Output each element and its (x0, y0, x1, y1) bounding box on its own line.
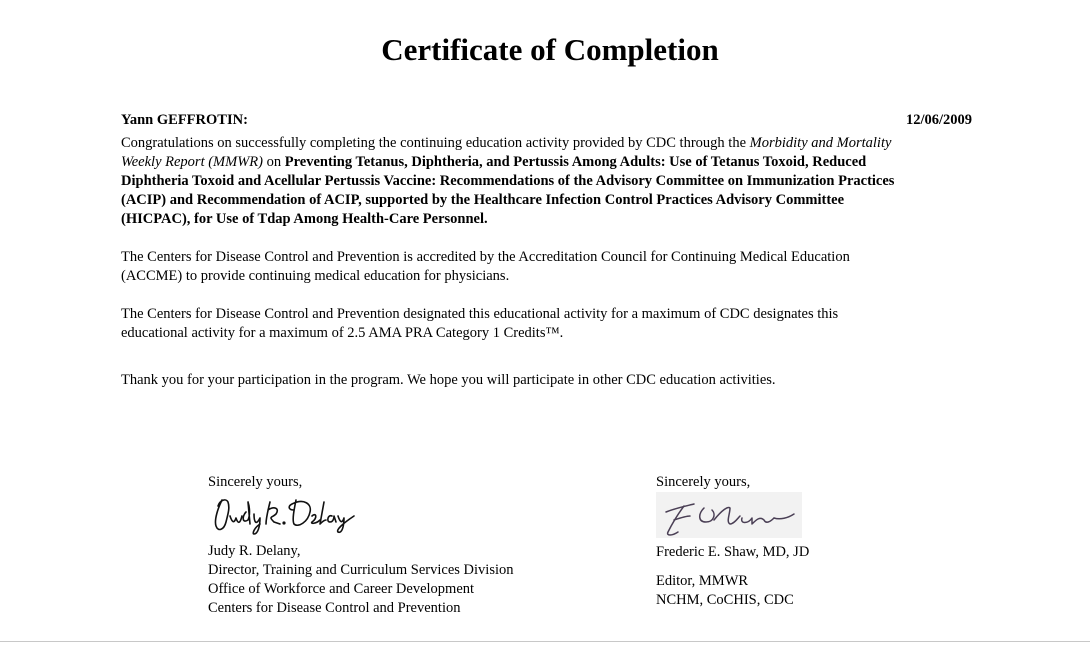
credits-paragraph: The Centers for Disease Control and Prevention designated this educational activity for a maximum of CDC designates this educational activity for a maximum of 2.5 AMA PRA Category 1 Credits™. (121, 306, 839, 341)
course-title: Preventing Tetanus, Diphtheria, and Pertussis Among Adults: Use of Tetanus Toxoid, Reduced Diphtheria Toxoid and Acellular Pertussis Vaccine: Recommendations of the Advisory Committee on Immunization Practices (ACIP) and Recommendation of ACIP, supported by the Healthcare Infection Control Practices Advisory Committee (HICPAC), for Use of Tdap Among Health-Care Personnel. (121, 154, 895, 227)
left-signature-block (208, 473, 568, 618)
connector-text: on (262, 154, 285, 170)
left-closing: Sincerely yours, (208, 474, 303, 490)
congratulations-paragraph (121, 134, 896, 229)
right-signatory-name: Frederic E. Shaw, MD, JD (656, 544, 810, 560)
left-title-line-1: Director, Training and Curriculum Services Division (208, 562, 514, 578)
right-signature-icon (656, 492, 802, 538)
certificate-title: Certificate of Completion (381, 32, 719, 67)
left-signature-icon (208, 494, 358, 536)
left-title-line-2: Office of Workforce and Career Development (208, 581, 475, 597)
accreditation-paragraph: The Centers for Disease Control and Prevention is accredited by the Accreditation Council for Continuing Medical Education (ACCME) to provide continuing medical education for physicians. (121, 249, 850, 284)
right-title-line-2: NCHM, CoCHIS, CDC (656, 592, 794, 608)
right-closing: Sincerely yours, (656, 474, 751, 490)
right-signature-block (656, 473, 956, 610)
thank-you-paragraph: Thank you for your participation in the program. We hope you will participate in other CDC education activities. (121, 372, 776, 388)
left-title-line-3: Centers for Disease Control and Prevention (208, 600, 461, 616)
publication-name: Morbidity and Mortality Weekly Report (MMWR) (121, 135, 892, 170)
right-title-line-1: Editor, MMWR (656, 573, 749, 589)
bottom-divider (0, 641, 1090, 642)
left-signatory-name: Judy R. Delany, (208, 543, 301, 559)
completion-date: 12/06/2009 (906, 112, 973, 128)
recipient-name: Yann GEFFROTIN: (121, 112, 248, 128)
congratulations-intro: Congratulations on successfully completing the continuing education activity provided by CDC through the (121, 135, 750, 151)
